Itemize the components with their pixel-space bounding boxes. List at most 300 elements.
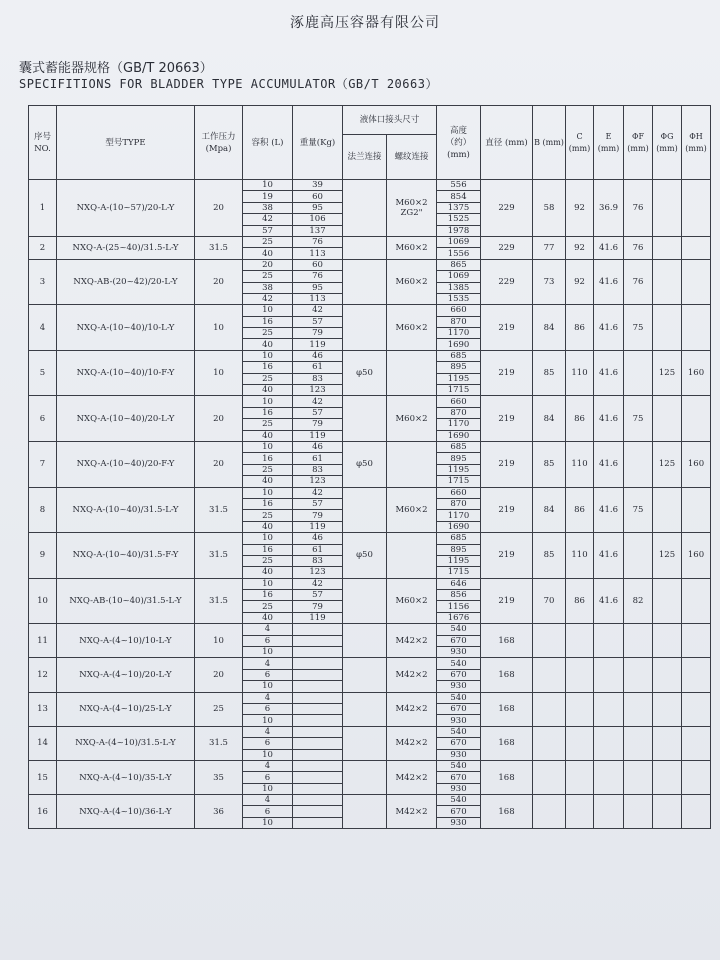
title-english: SPECIFITIONS FOR BLADDER TYPE ACCUMULATOR（GB/T 20663） — [19, 77, 438, 91]
header-flange: 法兰连接 — [343, 135, 387, 180]
cell-h — [682, 578, 711, 624]
cell-weight: 123 — [293, 385, 343, 396]
cell-flange — [343, 259, 387, 305]
cell-height: 670 — [437, 772, 481, 783]
cell-flange — [343, 236, 387, 259]
cell-e: 41.6 — [594, 487, 624, 533]
cell-weight: 61 — [293, 453, 343, 464]
cell-model: NXQ-AB-(10~40)/31.5-L-Y — [57, 578, 195, 624]
cell-flange — [343, 578, 387, 624]
cell-thread — [387, 350, 437, 396]
cell-weight — [293, 715, 343, 726]
cell-pressure: 20 — [195, 396, 243, 442]
cell-weight: 113 — [293, 293, 343, 304]
cell-e: 36.9 — [594, 180, 624, 237]
cell-no: 4 — [29, 305, 57, 351]
cell-thread: M60×2 — [387, 259, 437, 305]
cell-weight: 42 — [293, 578, 343, 589]
cell-height: 1195 — [437, 373, 481, 384]
cell-height: 1069 — [437, 271, 481, 282]
cell-volume: 6 — [243, 703, 293, 714]
cell-weight: 60 — [293, 259, 343, 270]
cell-volume: 10 — [243, 647, 293, 658]
cell-volume: 57 — [243, 225, 293, 236]
cell-height: 1715 — [437, 476, 481, 487]
cell-volume: 10 — [243, 715, 293, 726]
cell-weight: 76 — [293, 271, 343, 282]
cell-diameter: 219 — [481, 578, 533, 624]
cell-weight: 113 — [293, 248, 343, 259]
cell-h — [682, 236, 711, 259]
cell-volume: 25 — [243, 464, 293, 475]
cell-volume: 19 — [243, 191, 293, 202]
cell-pressure: 35 — [195, 760, 243, 794]
cell-weight — [293, 658, 343, 669]
cell-height: 895 — [437, 453, 481, 464]
cell-volume: 16 — [243, 362, 293, 373]
cell-c: 86 — [566, 578, 594, 624]
cell-b: 85 — [533, 441, 566, 487]
cell-weight: 106 — [293, 214, 343, 225]
cell-f — [624, 795, 653, 829]
cell-height: 1690 — [437, 339, 481, 350]
cell-height: 930 — [437, 749, 481, 760]
cell-b: 58 — [533, 180, 566, 237]
cell-volume: 6 — [243, 635, 293, 646]
cell-height: 1715 — [437, 567, 481, 578]
cell-g — [653, 259, 682, 305]
cell-height: 1690 — [437, 430, 481, 441]
cell-weight: 79 — [293, 601, 343, 612]
cell-volume: 16 — [243, 316, 293, 327]
cell-volume: 10 — [243, 817, 293, 828]
cell-model: NXQ-A-(10~40)/31.5-L-Y — [57, 487, 195, 533]
cell-volume: 40 — [243, 385, 293, 396]
cell-weight: 123 — [293, 567, 343, 578]
cell-height: 1535 — [437, 293, 481, 304]
cell-c — [566, 726, 594, 760]
table-row — [29, 487, 711, 498]
cell-volume: 16 — [243, 590, 293, 601]
cell-weight — [293, 738, 343, 749]
cell-height: 660 — [437, 305, 481, 316]
cell-e — [594, 795, 624, 829]
cell-volume: 10 — [243, 396, 293, 407]
cell-g: 125 — [653, 350, 682, 396]
table-row — [29, 350, 711, 361]
cell-f: 75 — [624, 396, 653, 442]
cell-volume: 4 — [243, 624, 293, 635]
cell-height: 685 — [437, 350, 481, 361]
cell-height: 930 — [437, 783, 481, 794]
cell-b: 84 — [533, 487, 566, 533]
cell-pressure: 31.5 — [195, 726, 243, 760]
cell-flange — [343, 760, 387, 794]
cell-model: NXQ-A-(10~40)/10-F-Y — [57, 350, 195, 396]
cell-height: 540 — [437, 692, 481, 703]
cell-e: 41.6 — [594, 236, 624, 259]
cell-no: 3 — [29, 259, 57, 305]
cell-c: 92 — [566, 236, 594, 259]
cell-b — [533, 726, 566, 760]
cell-thread: M60×2 — [387, 305, 437, 351]
cell-height: 870 — [437, 407, 481, 418]
cell-e — [594, 726, 624, 760]
cell-volume: 10 — [243, 749, 293, 760]
cell-volume: 4 — [243, 726, 293, 737]
cell-volume: 16 — [243, 407, 293, 418]
cell-diameter: 219 — [481, 350, 533, 396]
cell-volume: 16 — [243, 453, 293, 464]
cell-diameter: 219 — [481, 396, 533, 442]
cell-height: 930 — [437, 817, 481, 828]
cell-weight — [293, 703, 343, 714]
cell-volume: 40 — [243, 248, 293, 259]
cell-weight — [293, 772, 343, 783]
cell-height: 556 — [437, 180, 481, 191]
cell-pressure: 31.5 — [195, 487, 243, 533]
cell-volume: 25 — [243, 271, 293, 282]
table-row — [29, 795, 711, 806]
cell-h — [682, 305, 711, 351]
cell-height: 1385 — [437, 282, 481, 293]
cell-no: 8 — [29, 487, 57, 533]
cell-c — [566, 692, 594, 726]
header-thread: 螺纹连接 — [387, 135, 437, 180]
cell-weight: 46 — [293, 533, 343, 544]
cell-flange — [343, 658, 387, 692]
cell-e: 41.6 — [594, 533, 624, 579]
cell-thread: M60×2 — [387, 487, 437, 533]
table-row — [29, 236, 711, 247]
cell-weight: 83 — [293, 555, 343, 566]
cell-f — [624, 692, 653, 726]
cell-g — [653, 760, 682, 794]
cell-height: 1195 — [437, 555, 481, 566]
cell-model: NXQ-A-(4~10)/25-L-Y — [57, 692, 195, 726]
header-no: 序号 NO. — [29, 106, 57, 180]
cell-f: 76 — [624, 236, 653, 259]
cell-height: 540 — [437, 795, 481, 806]
cell-no: 12 — [29, 658, 57, 692]
cell-f — [624, 350, 653, 396]
cell-no: 14 — [29, 726, 57, 760]
cell-pressure: 36 — [195, 795, 243, 829]
header-connection: 液体口接头尺寸 — [343, 106, 437, 135]
cell-weight: 57 — [293, 590, 343, 601]
cell-e — [594, 760, 624, 794]
cell-h — [682, 795, 711, 829]
cell-volume: 40 — [243, 339, 293, 350]
table-row — [29, 692, 711, 703]
cell-volume: 6 — [243, 772, 293, 783]
cell-height: 1375 — [437, 202, 481, 213]
cell-f: 75 — [624, 487, 653, 533]
table-row — [29, 624, 711, 635]
cell-b: 77 — [533, 236, 566, 259]
cell-weight: 46 — [293, 441, 343, 452]
cell-volume: 40 — [243, 430, 293, 441]
cell-b: 84 — [533, 305, 566, 351]
cell-h — [682, 487, 711, 533]
cell-height: 685 — [437, 533, 481, 544]
cell-b — [533, 795, 566, 829]
cell-volume: 4 — [243, 658, 293, 669]
cell-c: 86 — [566, 396, 594, 442]
cell-height: 930 — [437, 647, 481, 658]
cell-volume: 25 — [243, 236, 293, 247]
cell-c: 92 — [566, 180, 594, 237]
cell-height: 870 — [437, 498, 481, 509]
header-height: 高度 （约） (mm) — [437, 106, 481, 180]
header-b: B (mm) — [533, 106, 566, 180]
cell-weight: 119 — [293, 612, 343, 623]
cell-volume: 10 — [243, 180, 293, 191]
cell-pressure: 20 — [195, 259, 243, 305]
cell-flange — [343, 180, 387, 237]
cell-model: NXQ-A-(10~40)/31.5-F-Y — [57, 533, 195, 579]
cell-no: 11 — [29, 624, 57, 658]
cell-volume: 25 — [243, 510, 293, 521]
table-row — [29, 726, 711, 737]
cell-b — [533, 624, 566, 658]
cell-diameter: 168 — [481, 760, 533, 794]
cell-weight: 119 — [293, 521, 343, 532]
cell-flange — [343, 305, 387, 351]
cell-volume: 6 — [243, 806, 293, 817]
cell-weight: 95 — [293, 202, 343, 213]
cell-no: 6 — [29, 396, 57, 442]
cell-volume: 25 — [243, 555, 293, 566]
cell-model: NXQ-A-(4~10)/31.5-L-Y — [57, 726, 195, 760]
cell-flange — [343, 624, 387, 658]
cell-f — [624, 533, 653, 579]
cell-diameter: 219 — [481, 305, 533, 351]
cell-f: 82 — [624, 578, 653, 624]
cell-thread: M60×2 — [387, 236, 437, 259]
cell-flange — [343, 795, 387, 829]
header-pressure: 工作压力 (Mpa) — [195, 106, 243, 180]
cell-pressure: 10 — [195, 305, 243, 351]
cell-model: NXQ-A-(4~10)/36-L-Y — [57, 795, 195, 829]
cell-flange — [343, 396, 387, 442]
cell-weight: 79 — [293, 328, 343, 339]
cell-model: NXQ-A-(10~57)/20-L-Y — [57, 180, 195, 237]
cell-volume: 25 — [243, 419, 293, 430]
cell-c: 86 — [566, 305, 594, 351]
cell-flange: φ50 — [343, 441, 387, 487]
cell-no: 10 — [29, 578, 57, 624]
cell-model: NXQ-AB-(20~42)/20-L-Y — [57, 259, 195, 305]
cell-no: 15 — [29, 760, 57, 794]
cell-height: 854 — [437, 191, 481, 202]
cell-height: 1715 — [437, 385, 481, 396]
cell-h — [682, 396, 711, 442]
cell-volume: 38 — [243, 282, 293, 293]
cell-diameter: 168 — [481, 624, 533, 658]
cell-weight: 46 — [293, 350, 343, 361]
cell-pressure: 31.5 — [195, 578, 243, 624]
cell-height: 660 — [437, 487, 481, 498]
cell-thread: M42×2 — [387, 726, 437, 760]
cell-height: 685 — [437, 441, 481, 452]
cell-h — [682, 658, 711, 692]
cell-volume: 40 — [243, 521, 293, 532]
cell-no: 16 — [29, 795, 57, 829]
header-h: ΦH (mm) — [682, 106, 711, 180]
cell-height: 670 — [437, 806, 481, 817]
table-header — [29, 106, 711, 180]
cell-weight: 95 — [293, 282, 343, 293]
cell-height: 646 — [437, 578, 481, 589]
cell-flange — [343, 692, 387, 726]
table-row — [29, 533, 711, 544]
cell-weight — [293, 806, 343, 817]
cell-c — [566, 795, 594, 829]
cell-pressure: 20 — [195, 180, 243, 237]
cell-c — [566, 658, 594, 692]
cell-height: 540 — [437, 726, 481, 737]
cell-volume: 10 — [243, 441, 293, 452]
spec-table — [28, 105, 711, 829]
cell-weight: 61 — [293, 544, 343, 555]
cell-g: 125 — [653, 533, 682, 579]
cell-model: NXQ-A-(10~40)/20-F-Y — [57, 441, 195, 487]
cell-g — [653, 236, 682, 259]
header-volume: 容积 (L) — [243, 106, 293, 180]
cell-pressure: 20 — [195, 658, 243, 692]
cell-volume: 20 — [243, 259, 293, 270]
table-row — [29, 396, 711, 407]
cell-height: 930 — [437, 715, 481, 726]
cell-e: 41.6 — [594, 396, 624, 442]
cell-diameter: 168 — [481, 795, 533, 829]
cell-thread: M60×2 ZG2" — [387, 180, 437, 237]
cell-volume: 10 — [243, 783, 293, 794]
cell-no: 5 — [29, 350, 57, 396]
cell-height: 1556 — [437, 248, 481, 259]
header-model: 型号TYPE — [57, 106, 195, 180]
cell-height: 870 — [437, 316, 481, 327]
cell-thread: M42×2 — [387, 760, 437, 794]
cell-b — [533, 692, 566, 726]
cell-flange: φ50 — [343, 533, 387, 579]
cell-volume: 10 — [243, 578, 293, 589]
cell-height: 670 — [437, 703, 481, 714]
cell-weight: 137 — [293, 225, 343, 236]
cell-c — [566, 624, 594, 658]
cell-pressure: 25 — [195, 692, 243, 726]
cell-pressure: 31.5 — [195, 533, 243, 579]
cell-b: 84 — [533, 396, 566, 442]
cell-thread: M42×2 — [387, 624, 437, 658]
cell-height: 856 — [437, 590, 481, 601]
header-c: C (mm) — [566, 106, 594, 180]
cell-e — [594, 692, 624, 726]
cell-volume: 4 — [243, 692, 293, 703]
cell-flange: φ50 — [343, 350, 387, 396]
cell-volume: 25 — [243, 601, 293, 612]
company-name: 涿鹿高压容器有限公司 — [290, 15, 440, 31]
cell-volume: 10 — [243, 487, 293, 498]
cell-height: 1069 — [437, 236, 481, 247]
cell-height: 1525 — [437, 214, 481, 225]
cell-diameter: 219 — [481, 487, 533, 533]
cell-f — [624, 760, 653, 794]
header-diameter: 直径 (mm) — [481, 106, 533, 180]
cell-thread — [387, 533, 437, 579]
cell-volume: 38 — [243, 202, 293, 213]
cell-height: 1156 — [437, 601, 481, 612]
cell-weight: 42 — [293, 487, 343, 498]
cell-b: 70 — [533, 578, 566, 624]
cell-g — [653, 795, 682, 829]
cell-h — [682, 180, 711, 237]
cell-c: 110 — [566, 350, 594, 396]
cell-diameter: 229 — [481, 236, 533, 259]
cell-weight: 61 — [293, 362, 343, 373]
cell-f: 76 — [624, 259, 653, 305]
cell-weight — [293, 635, 343, 646]
cell-diameter: 219 — [481, 441, 533, 487]
table-row — [29, 180, 711, 191]
cell-weight: 119 — [293, 339, 343, 350]
header-weight: 重量(Kg) — [293, 106, 343, 180]
cell-diameter: 229 — [481, 180, 533, 237]
cell-g — [653, 305, 682, 351]
cell-model: NXQ-A-(4~10)/20-L-Y — [57, 658, 195, 692]
cell-height: 660 — [437, 396, 481, 407]
cell-f: 76 — [624, 180, 653, 237]
cell-no: 1 — [29, 180, 57, 237]
cell-volume: 40 — [243, 567, 293, 578]
cell-thread: M42×2 — [387, 692, 437, 726]
cell-weight: 42 — [293, 396, 343, 407]
cell-weight — [293, 624, 343, 635]
cell-weight — [293, 647, 343, 658]
cell-diameter: 219 — [481, 533, 533, 579]
cell-e: 41.6 — [594, 578, 624, 624]
cell-weight: 83 — [293, 373, 343, 384]
cell-g — [653, 726, 682, 760]
cell-height: 540 — [437, 624, 481, 635]
cell-b: 73 — [533, 259, 566, 305]
cell-weight: 39 — [293, 180, 343, 191]
header-f: ΦF (mm) — [624, 106, 653, 180]
cell-e — [594, 624, 624, 658]
cell-weight: 42 — [293, 305, 343, 316]
title-chinese: 囊式蓄能器规格（GB/T 20663） — [19, 61, 213, 76]
cell-weight — [293, 760, 343, 771]
cell-f — [624, 726, 653, 760]
cell-f — [624, 658, 653, 692]
cell-thread: M60×2 — [387, 396, 437, 442]
cell-e: 41.6 — [594, 441, 624, 487]
cell-height: 930 — [437, 681, 481, 692]
cell-weight — [293, 681, 343, 692]
cell-model: NXQ-A-(10~40)/10-L-Y — [57, 305, 195, 351]
cell-volume: 16 — [243, 544, 293, 555]
cell-diameter: 168 — [481, 658, 533, 692]
cell-height: 865 — [437, 259, 481, 270]
cell-no: 2 — [29, 236, 57, 259]
cell-c: 110 — [566, 533, 594, 579]
cell-weight — [293, 669, 343, 680]
cell-h: 160 — [682, 350, 711, 396]
cell-f — [624, 624, 653, 658]
cell-weight — [293, 795, 343, 806]
cell-h — [682, 259, 711, 305]
